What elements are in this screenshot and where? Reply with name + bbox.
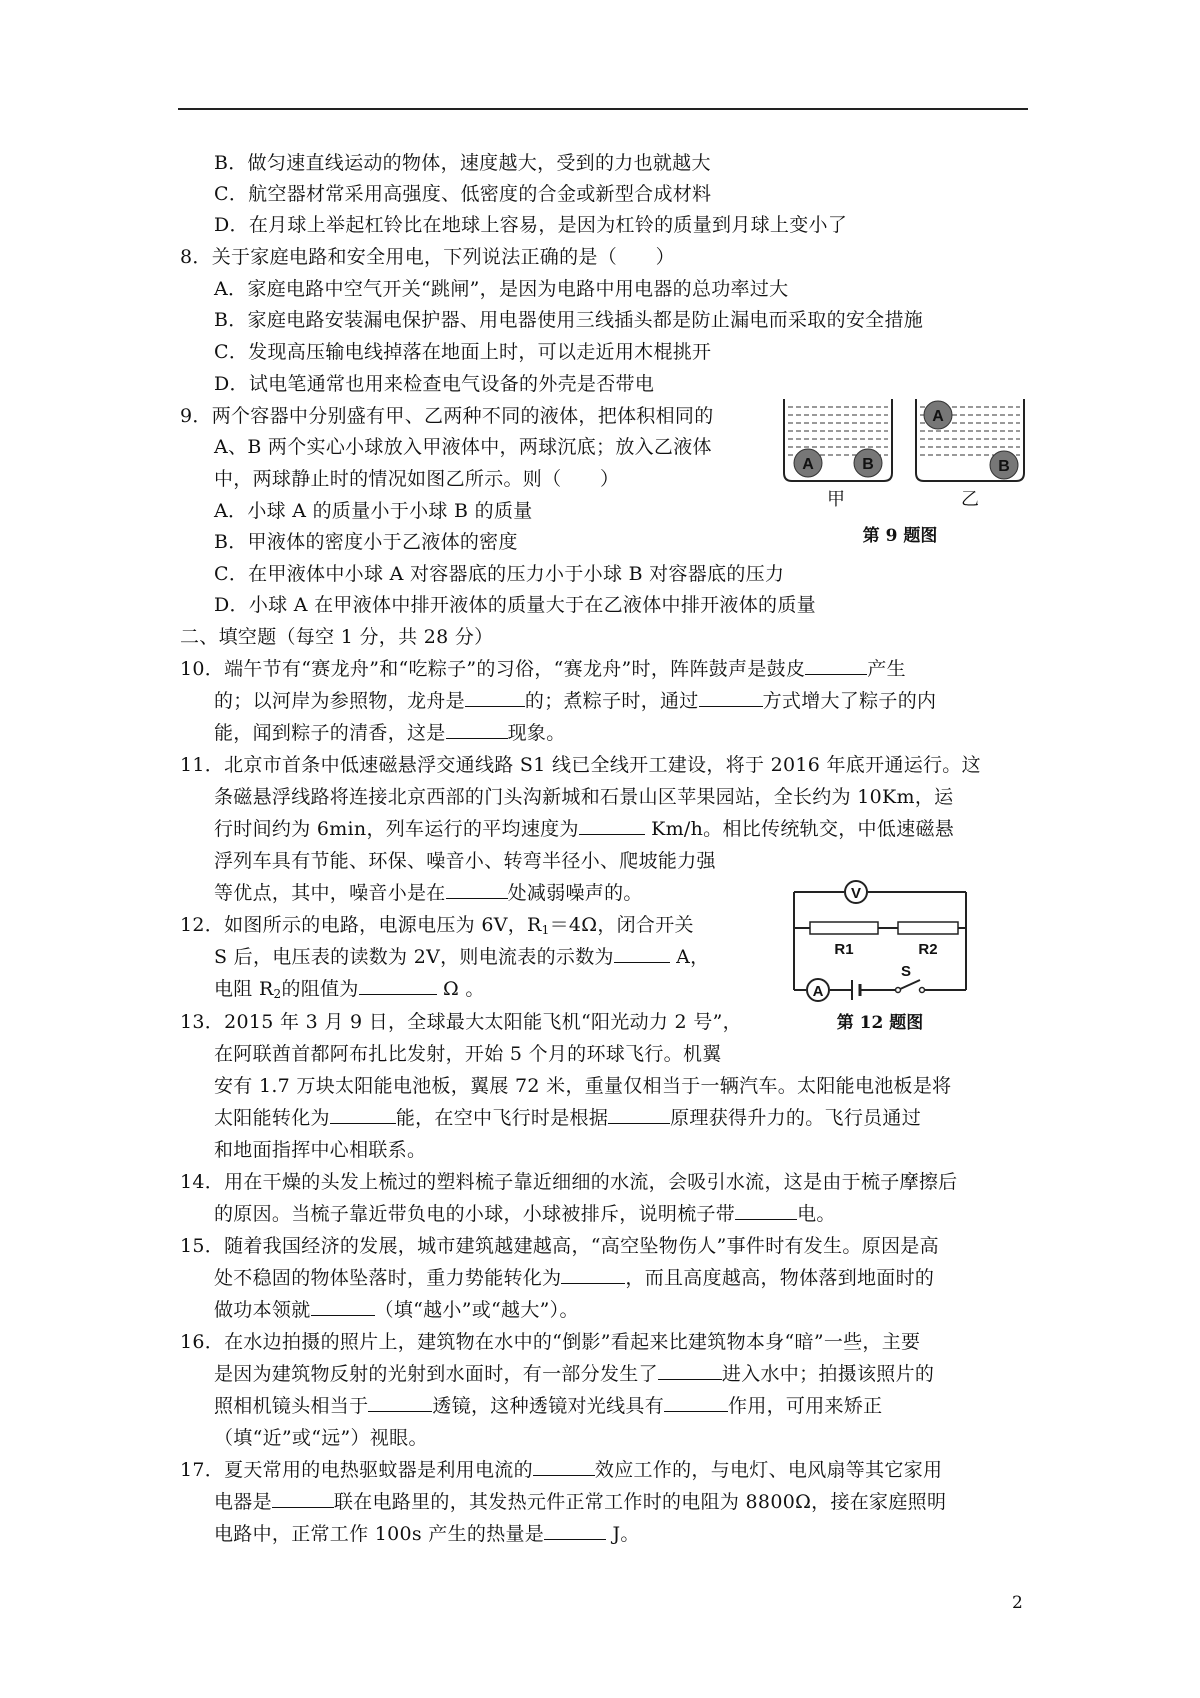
q12-subscript: 2 <box>273 987 282 1001</box>
header-rule <box>178 108 1028 110</box>
q12-text: Ω 。 <box>436 978 485 1000</box>
q13-text: 能，在空中飞行时是根据 <box>395 1107 609 1129</box>
q13-line4 <box>214 1105 921 1131</box>
q11-text: Km/h。相比传统轨交，中低速磁悬 <box>644 818 955 840</box>
answer-blank <box>614 944 670 963</box>
q17-text: 电器是 <box>214 1491 272 1513</box>
q17-text: J。 <box>606 1523 640 1545</box>
q13-line5: 和地面指挥中心相联系。 <box>214 1139 427 1161</box>
answer-blank <box>311 1297 375 1316</box>
q17-line1 <box>180 1457 942 1483</box>
answer-blank <box>330 1105 396 1124</box>
answer-blank <box>544 1521 606 1540</box>
q9-ball-a-yi: A <box>932 408 944 425</box>
q13-line3: 安有 1.7 万块太阳能电池板，翼展 72 米，重量仅相当于一辆汽车。太阳能电池板是将 <box>214 1075 952 1097</box>
q11-text: 行时间约为 6min，列车运行的平均速度为 <box>214 818 579 840</box>
q7-option-c: C．航空器材常采用高强度、低密度的合金或新型合成材料 <box>214 183 712 205</box>
answer-blank <box>359 976 437 995</box>
answer-blank <box>805 656 867 675</box>
q10-text: 10．端午节有“赛龙舟”和“吃粽子”的习俗，“赛龙舟”时，阵阵鼓声是鼓皮 <box>180 658 806 680</box>
q9-figure-caption: 第 9 题图 <box>862 526 938 545</box>
q8-option-d: D．试电笔通常也用来检查电气设备的外壳是否带电 <box>214 373 655 395</box>
q17-line3 <box>214 1521 640 1547</box>
q8-stem: 8．关于家庭电路和安全用电，下列说法正确的是（ ） <box>180 246 675 268</box>
q15-line2 <box>214 1265 934 1291</box>
q9-containers-figure <box>780 395 1030 545</box>
q8-option-c: C．发现高压输电线掉落在地面上时，可以走近用木棍挑开 <box>214 341 712 363</box>
q12-line1 <box>180 912 694 943</box>
answer-blank <box>446 880 508 899</box>
q14-line2 <box>214 1201 836 1227</box>
q13-line2: 在阿联酋首都阿布扎比发射，开始 5 个月的环球飞行。机翼 <box>214 1043 722 1065</box>
q12-text: 电阻 R <box>214 978 274 1000</box>
q9-option-c: C．在甲液体中小球 A 对容器底的压力小于小球 B 对容器底的压力 <box>214 563 785 585</box>
page-number: 2 <box>1012 1593 1023 1613</box>
q8-option-a: A．家庭电路中空气开关“跳闸”，是因为电路中用电器的总功率过大 <box>214 278 789 300</box>
q12-text: 的阻值为 <box>281 978 359 1000</box>
q17-line2 <box>214 1489 946 1515</box>
q14-text: 电。 <box>797 1203 836 1225</box>
q9-ball-b-yi: B <box>998 458 1010 475</box>
q12-subscript: 1 <box>541 923 550 937</box>
q10-line2 <box>214 688 936 714</box>
q15-text: 处不稳固的物体坠落时，重力势能转化为 <box>214 1267 562 1289</box>
r2-label: R2 <box>918 941 938 958</box>
q17-text: 联在电路里的，其发热元件正常工作时的电阻为 8800Ω，接在家庭照明 <box>333 1491 947 1513</box>
q16-line1: 16．在水边拍摄的照片上，建筑物在水中的“倒影”看起来比建筑物本身“暗”一些，主要 <box>180 1331 921 1353</box>
q12-line2 <box>214 944 709 970</box>
q11-text: 等优点，其中，噪音小是在 <box>214 882 446 904</box>
q15-text: 做功本领就 <box>214 1299 311 1321</box>
q12-text: S 后，电压表的读数为 2V，则电流表的示数为 <box>214 946 614 968</box>
q17-text: 17．夏天常用的电热驱蚊器是利用电流的 <box>180 1459 533 1481</box>
q13-line1: 13．2015 年 3 月 9 日，全球最大太阳能飞机“阳光动力 2 号”， <box>180 1011 742 1033</box>
q9-ball-b-jia: B <box>862 456 874 473</box>
answer-blank <box>561 1265 625 1284</box>
q10-text: 的；煮粽子时，通过 <box>524 690 699 712</box>
switch-label: S <box>900 963 912 980</box>
q16-line2 <box>214 1361 934 1387</box>
q17-text: 电路中，正常工作 100s 产生的热量是 <box>214 1523 545 1545</box>
q11-line3 <box>214 816 954 842</box>
q15-text: ，而且高度越高，物体落到地面时的 <box>625 1267 935 1289</box>
q7-option-d: D．在月球上举起杠铃比在地球上容易，是因为杠铃的质量到月球上变小了 <box>214 214 848 236</box>
q9-option-b: B．甲液体的密度小于乙液体的密度 <box>214 531 518 553</box>
q13-text: 太阳能转化为 <box>214 1107 330 1129</box>
q17-text: 效应工作的，与电灯、电风扇等其它家用 <box>594 1459 943 1481</box>
q16-line3 <box>214 1393 882 1419</box>
q16-text: 是因为建筑物反射的光射到水面时，有一部分发生了 <box>214 1363 658 1385</box>
q14-text: 的原因。当梳子靠近带负电的小球，小球被排斥，说明梳子带 <box>214 1203 736 1225</box>
answer-blank <box>272 1489 334 1508</box>
q11-line1: 11．北京市首条中低速磁悬浮交通线路 S1 线已全线开工建设，将于 2016 年底开通运行。这 <box>180 754 981 776</box>
answer-blank <box>658 1361 722 1380</box>
answer-blank <box>735 1201 797 1220</box>
q16-text: 照相机镜头相当于 <box>214 1395 369 1417</box>
q9-ball-a-jia: A <box>802 456 814 473</box>
answer-blank <box>533 1457 595 1476</box>
q11-line4: 浮列车具有节能、环保、噪音小、转弯半径小、爬坡能力强 <box>214 850 716 872</box>
q11-text: 处减弱噪声的。 <box>507 882 643 904</box>
q15-line3 <box>214 1297 579 1323</box>
q9-option-a: A．小球 A 的质量小于小球 B 的质量 <box>214 500 533 522</box>
q12-line3 <box>214 976 485 1007</box>
ammeter-label: A <box>812 983 824 1000</box>
q8-option-b: B．家庭电路安装漏电保护器、用电器使用三线插头都是防止漏电而采取的安全措施 <box>214 309 924 331</box>
q15-line1: 15．随着我国经济的发展，城市建筑越建越高，“高空坠物伤人”事件时有发生。原因是高 <box>180 1235 939 1257</box>
q11-line5 <box>214 880 643 906</box>
answer-blank <box>699 688 763 707</box>
q10-text: 的；以河岸为参照物，龙舟是 <box>214 690 465 712</box>
section-fill-in-heading: 二、填空题（每空 1 分，共 28 分） <box>180 626 494 648</box>
r1-label: R1 <box>834 941 854 958</box>
q9-stem-line1: 9．两个容器中分别盛有甲、乙两种不同的液体，把体积相同的 <box>180 405 714 427</box>
q16-text: 透镜，这种透镜对光线具有 <box>432 1395 665 1417</box>
q11-line2: 条磁悬浮线路将连接北京西部的门头沟新城和石景山区苹果园站，全长约为 10Km，运 <box>214 786 954 808</box>
q16-text: 进入水中；拍摄该照片的 <box>721 1363 935 1385</box>
answer-blank <box>608 1105 670 1124</box>
q9-label-jia: 甲 <box>827 489 845 510</box>
q10-line3 <box>214 720 566 746</box>
q12-figure-caption: 第 12 题图 <box>836 1013 924 1032</box>
q10-text: 能，闻到粽子的清香，这是 <box>214 722 446 744</box>
answer-blank <box>446 720 508 739</box>
q9-stem-line2: A、B 两个实心小球放入甲液体中，两球沉底；放入乙液体 <box>214 436 712 458</box>
q14-line1: 14．用在干燥的头发上梳过的塑料梳子靠近细细的水流，会吸引水流，这是由于梳子摩擦后 <box>180 1171 958 1193</box>
q9-stem-line3: 中，两球静止时的情况如图乙所示。则（ ） <box>214 468 620 490</box>
q15-text: （填“越小”或“越大”）。 <box>374 1299 579 1321</box>
q16-text: 作用，可用来矫正 <box>728 1395 883 1417</box>
q13-text: 原理获得升力的。飞行员通过 <box>670 1107 922 1129</box>
voltmeter-label: V <box>850 885 862 902</box>
q12-text: ＝4Ω，闭合开关 <box>549 914 694 936</box>
answer-blank <box>579 816 645 835</box>
q16-line4: （填“近”或“远”）视眼。 <box>214 1427 428 1449</box>
q12-text: 12．如图所示的电路，电源电压为 6V，R <box>180 914 542 936</box>
q7-option-b: B．做匀速直线运动的物体，速度越大，受到的力也就越大 <box>214 152 711 174</box>
q10-text: 现象。 <box>507 722 566 744</box>
q10-text: 产生 <box>867 658 906 680</box>
answer-blank <box>368 1393 432 1412</box>
answer-blank <box>664 1393 728 1412</box>
q9-label-yi: 乙 <box>961 489 979 510</box>
q12-text: A， <box>669 946 710 968</box>
answer-blank <box>465 688 525 707</box>
q10-text: 方式增大了粽子的内 <box>762 690 937 712</box>
q12-circuit-figure <box>788 880 973 1032</box>
q9-option-d: D．小球 A 在甲液体中排开液体的质量大于在乙液体中排开液体的质量 <box>214 594 816 616</box>
q10-line1 <box>180 656 906 682</box>
